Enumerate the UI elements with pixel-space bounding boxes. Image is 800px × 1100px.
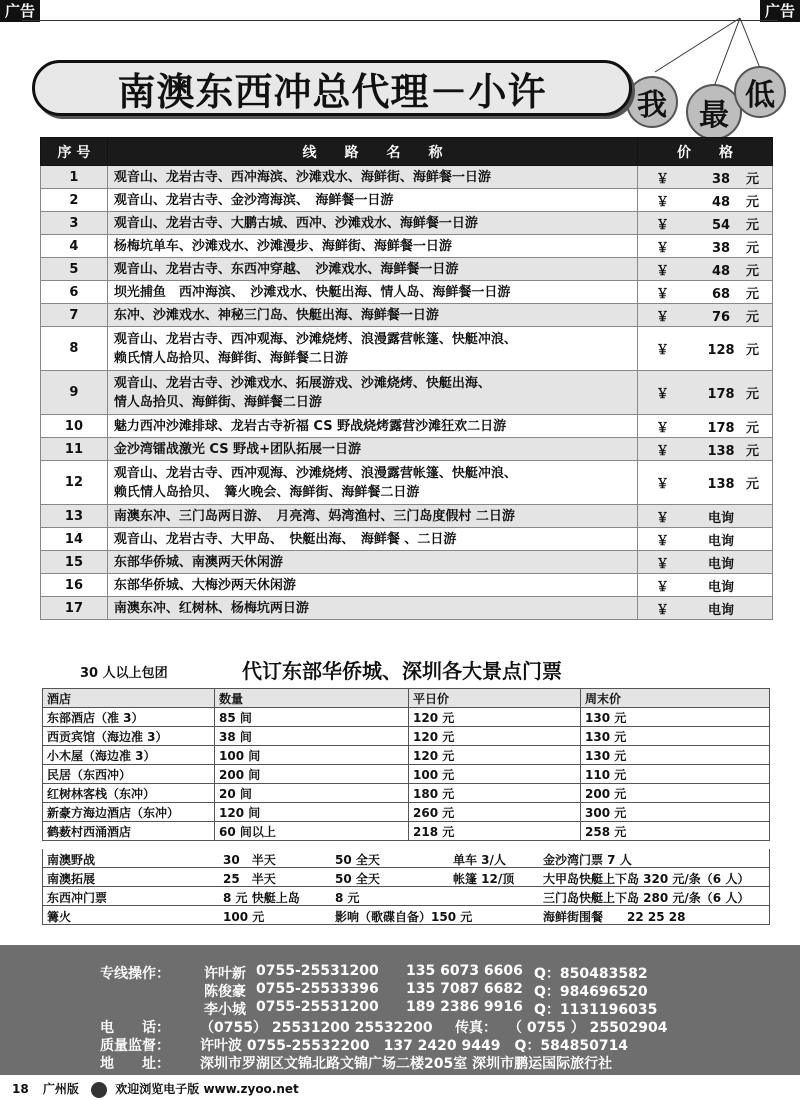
- extra-cell: 海鲜街围餐 22 25 28: [543, 910, 686, 924]
- yen-symbol: ￥: [656, 602, 670, 618]
- route-price: [638, 166, 773, 189]
- hotel-cell: 西贡宾馆（海边准 3）: [43, 727, 215, 746]
- fax-label: 传真：: [455, 1020, 497, 1036]
- extra-cell: 50 全天: [335, 853, 380, 867]
- route-name-line-2: 情人岛拾贝、海鲜街、海鲜餐二日游: [113, 394, 322, 410]
- price-value: 电询: [708, 556, 735, 572]
- ops-qq: Q：984696520: [534, 984, 648, 1000]
- route-num: 9: [41, 371, 108, 415]
- route-price: [638, 189, 773, 212]
- route-price: [638, 304, 773, 327]
- extra-cell: 50 全天: [335, 872, 380, 886]
- hotel-header-count: 数量: [215, 689, 409, 708]
- extra-row: [42, 906, 770, 925]
- route-name: [107, 304, 637, 327]
- price-unit: 元: [746, 477, 760, 492]
- price-value: 138: [707, 477, 735, 492]
- hotel-row: [43, 746, 770, 765]
- yen-symbol: ￥: [656, 510, 670, 526]
- extra-cell: 30 半天: [223, 853, 276, 867]
- route-num: 8: [41, 327, 108, 371]
- extra-row: [42, 849, 770, 868]
- yen-symbol: ￥: [656, 194, 670, 210]
- route-name: [107, 438, 637, 461]
- hotel-row: [43, 784, 770, 803]
- yen-symbol: ￥: [656, 420, 670, 436]
- route-name-line: 观音山、龙岩古寺、金沙湾海滨、 海鲜餐一日游: [113, 192, 394, 208]
- route-num: 3: [41, 212, 108, 235]
- route-name-line: 观音山、龙岩古寺、大甲岛、 快艇出海、 海鲜餐 、二日游: [113, 531, 457, 547]
- price-unit: 元: [746, 420, 760, 436]
- route-name: [107, 258, 637, 281]
- route-row: [41, 371, 773, 415]
- yen-symbol: ￥: [656, 387, 670, 402]
- route-name: [107, 597, 637, 620]
- route-name-line: 杨梅坑单车、沙滩戏水、沙滩漫步、海鲜街、海鲜餐一日游: [113, 238, 452, 254]
- page-number: 18: [12, 1082, 29, 1096]
- extra-cell: 南澳拓展: [47, 872, 96, 886]
- yen-symbol: ￥: [656, 240, 670, 256]
- route-name: [107, 415, 637, 438]
- route-num: 4: [41, 235, 108, 258]
- extra-cell: 金沙湾门票 7 人: [543, 853, 632, 867]
- price-value: 68: [711, 286, 731, 302]
- route-num: 1: [41, 166, 108, 189]
- route-name-line: 观音山、龙岩古寺、东西冲穿越、 沙滩戏水、海鲜餐一日游: [113, 261, 459, 277]
- route-name: [107, 235, 637, 258]
- hotel-cell: 130 元: [581, 708, 770, 727]
- extra-cell: 100 元: [223, 910, 265, 924]
- route-name-line: 观音山、龙岩古寺、西冲观海、沙滩烧烤、浪漫露营帐篷、快艇冲浪、: [113, 465, 517, 481]
- ops-tel: 0755-25531200: [256, 963, 379, 979]
- hotel-cell: 180 元: [409, 784, 581, 803]
- hotel-cell: 100 元: [409, 765, 581, 784]
- extra-row: [42, 868, 770, 887]
- route-num: 15: [41, 551, 108, 574]
- price-value: 178: [707, 420, 735, 436]
- price-value: 电询: [708, 533, 735, 549]
- edition-label: 广州版: [42, 1082, 79, 1096]
- extra-cell: 大甲岛快艇上下岛 320 元/条（6 人）: [543, 872, 750, 886]
- hotel-header-weekday: 平日价: [409, 689, 581, 708]
- logo-icon: [91, 1082, 107, 1098]
- yen-symbol: ￥: [656, 477, 670, 492]
- site-link[interactable]: 欢迎浏览电子版 www.zyoo.net: [115, 1082, 299, 1096]
- yen-symbol: ￥: [656, 343, 670, 358]
- title-banner: [32, 60, 632, 116]
- route-price: [638, 235, 773, 258]
- route-row: [41, 235, 773, 258]
- price-value: 38: [711, 240, 731, 256]
- hotel-cell: 100 间: [215, 746, 409, 765]
- address-label: 地 址：: [100, 1056, 170, 1072]
- ad-label-right: 广告: [760, 0, 800, 22]
- route-name: [107, 281, 637, 304]
- slogan-char-1: 我: [626, 76, 678, 128]
- yen-symbol: ￥: [656, 579, 670, 595]
- hotel-row: [43, 822, 770, 841]
- route-row: [41, 327, 773, 371]
- hotel-cell: 小木屋（海边准 3）: [43, 746, 215, 765]
- tickets-title: 代订东部华侨城、深圳各大景点门票: [242, 659, 562, 683]
- route-num: 7: [41, 304, 108, 327]
- price-unit: 元: [746, 286, 760, 302]
- hotel-cell: 110 元: [581, 765, 770, 784]
- route-price: [638, 371, 773, 415]
- route-row: [41, 551, 773, 574]
- extra-cell: 三门岛快艇上下岛 280 元/条（6 人）: [543, 891, 750, 905]
- hotel-row: [43, 803, 770, 822]
- route-row: [41, 574, 773, 597]
- ops-mobile: 135 7087 6682: [406, 981, 523, 997]
- route-num: 10: [41, 415, 108, 438]
- route-name-line: 金沙湾镭战激光 CS 野战+团队拓展一日游: [113, 441, 361, 457]
- supervise-value: 许叶波 0755-25532200 137 2420 9449 Q：584850714: [200, 1038, 629, 1054]
- price-value: 138: [707, 443, 735, 459]
- price-unit: 元: [746, 217, 760, 233]
- route-num: 5: [41, 258, 108, 281]
- hotel-cell: 20 间: [215, 784, 409, 803]
- hotel-cell: 120 元: [409, 727, 581, 746]
- route-row: [41, 166, 773, 189]
- ops-mobile: 189 2386 9916: [406, 999, 523, 1015]
- route-name: [107, 371, 637, 415]
- price-value: 178: [707, 387, 735, 402]
- route-num: 6: [41, 281, 108, 304]
- route-name-line: 南澳东冲、三门岛两日游、 月亮湾、妈湾渔村、三门岛度假村 二日游: [113, 508, 515, 524]
- route-price: [638, 438, 773, 461]
- yen-symbol: ￥: [656, 217, 670, 233]
- price-value: 76: [711, 309, 731, 325]
- route-name: [107, 505, 637, 528]
- route-name-line: 南澳东冲、红树林、杨梅坑两日游: [113, 600, 309, 616]
- slogan-char-3: 低: [734, 66, 786, 118]
- extra-cell: 25 半天: [223, 872, 276, 886]
- header-num: 序 号: [41, 138, 108, 166]
- contact-footer: [0, 945, 800, 1075]
- price-value: 48: [711, 194, 731, 210]
- route-name-line: 东部华侨城、大梅沙两天休闲游: [113, 577, 296, 593]
- extra-row: [42, 887, 770, 906]
- hotel-table: [42, 688, 770, 841]
- route-row: [41, 189, 773, 212]
- extra-cell: 篝火: [47, 910, 72, 924]
- ops-name: 李小城: [204, 1002, 246, 1018]
- price-unit: 元: [746, 443, 760, 459]
- route-name: [107, 528, 637, 551]
- route-num: 13: [41, 505, 108, 528]
- route-name: [107, 327, 637, 371]
- ops-tel: 0755-25531200: [256, 999, 379, 1015]
- hotel-table-header: [43, 689, 770, 708]
- extra-cell: 影响（歌碟自备）150 元: [335, 910, 473, 924]
- ops-label: 专线操作：: [100, 966, 170, 982]
- hotel-cell: 120 间: [215, 803, 409, 822]
- route-num: 16: [41, 574, 108, 597]
- yen-symbol: ￥: [656, 263, 670, 279]
- extra-cell: 帐篷 12/顶: [453, 872, 515, 886]
- route-name: [107, 551, 637, 574]
- route-row: [41, 415, 773, 438]
- hotel-row: [43, 765, 770, 784]
- extra-cell: 南澳野战: [47, 853, 96, 867]
- page-title: 南澳东西冲总代理－小许: [117, 69, 547, 114]
- ops-qq: Q：850483582: [534, 966, 648, 982]
- route-price: [638, 597, 773, 620]
- route-price: [638, 258, 773, 281]
- price-value: 54: [711, 217, 731, 233]
- route-price: [638, 528, 773, 551]
- route-name: [107, 461, 637, 505]
- route-row: [41, 461, 773, 505]
- route-price: [638, 461, 773, 505]
- hotel-cell: 38 间: [215, 727, 409, 746]
- price-unit: 元: [746, 309, 760, 325]
- route-row: [41, 505, 773, 528]
- address-value: 深圳市罗湖区文锦北路文锦广场二楼205室 深圳市鹏运国际旅行社: [200, 1056, 613, 1072]
- hotel-cell: 新豪方海边酒店（东冲）: [43, 803, 215, 822]
- hotel-cell: 鹤薮村西涌酒店: [43, 822, 215, 841]
- hotel-cell: 85 间: [215, 708, 409, 727]
- yen-symbol: ￥: [656, 556, 670, 572]
- route-table-header: [41, 138, 773, 166]
- yen-symbol: ￥: [656, 443, 670, 459]
- hotel-cell: 东部酒店（准 3）: [43, 708, 215, 727]
- hotel-cell: 120 元: [409, 708, 581, 727]
- route-price: [638, 327, 773, 371]
- supervise-label: 质量监督：: [100, 1038, 170, 1054]
- hotel-cell: 130 元: [581, 746, 770, 765]
- price-value: 电询: [708, 510, 735, 526]
- route-price: [638, 505, 773, 528]
- group-note: 30 人以上包团: [80, 666, 168, 681]
- hotel-row: [43, 708, 770, 727]
- extra-cell: 单车 3/人: [453, 853, 506, 867]
- hotel-cell: 民居（东西冲）: [43, 765, 215, 784]
- hotel-cell: 120 元: [409, 746, 581, 765]
- price-unit: 元: [746, 194, 760, 210]
- price-value: 电询: [708, 602, 735, 618]
- ops-mobile: 135 6073 6606: [406, 963, 523, 979]
- route-num: 2: [41, 189, 108, 212]
- phone-label: 电 话：: [100, 1020, 170, 1036]
- hotel-header-weekend: 周末价: [581, 689, 770, 708]
- slogan-char-2: 最: [686, 84, 742, 140]
- route-price: [638, 212, 773, 235]
- hotel-cell: 258 元: [581, 822, 770, 841]
- route-price: [638, 281, 773, 304]
- route-name-line: 东冲、沙滩戏水、神秘三门岛、快艇出海、海鲜餐一日游: [113, 307, 439, 323]
- route-price: [638, 551, 773, 574]
- yen-symbol: ￥: [656, 309, 670, 325]
- price-unit: 元: [746, 240, 760, 256]
- route-row: [41, 438, 773, 461]
- extra-cell: 8 元: [335, 891, 360, 905]
- hotel-cell: 60 间以上: [215, 822, 409, 841]
- route-row: [41, 597, 773, 620]
- hotel-cell: 218 元: [409, 822, 581, 841]
- ops-tel: 0755-25533396: [256, 981, 379, 997]
- route-name-line: 东部华侨城、南澳两天休闲游: [113, 554, 283, 570]
- extra-cell: 东西冲门票: [47, 891, 108, 905]
- hotel-row: [43, 727, 770, 746]
- route-num: 14: [41, 528, 108, 551]
- route-num: 17: [41, 597, 108, 620]
- route-name: [107, 212, 637, 235]
- phone-value: （0755） 25531200 25532200: [200, 1020, 433, 1036]
- route-num: 12: [41, 461, 108, 505]
- ops-qq: Q：1131196035: [534, 1002, 658, 1018]
- route-price: [638, 574, 773, 597]
- header-price: 价 格: [638, 138, 773, 166]
- route-name-line-2: 赖氏情人岛拾贝、 篝火晚会、海鲜街、海鲜餐二日游: [113, 484, 420, 500]
- fax-value: （ 0755 ） 25502904: [508, 1020, 668, 1036]
- price-unit: 元: [746, 387, 760, 402]
- route-num: 11: [41, 438, 108, 461]
- hotel-cell: 红树林客栈（东冲）: [43, 784, 215, 803]
- price-unit: 元: [746, 343, 760, 358]
- route-price: [638, 415, 773, 438]
- ad-label-left: 广告: [0, 0, 40, 22]
- route-name: [107, 574, 637, 597]
- slogan-bubbles: [600, 0, 800, 140]
- hotel-cell: 200 元: [581, 784, 770, 803]
- route-name: [107, 166, 637, 189]
- route-name-line: 观音山、龙岩古寺、西冲海滨、沙滩戏水、海鲜街、海鲜餐一日游: [113, 169, 491, 185]
- ops-name: 许叶新: [204, 966, 246, 982]
- route-name-line: 魅力西冲沙滩排球、龙岩古寺祈福 CS 野战烧烤露营沙滩狂欢二日游: [113, 418, 507, 434]
- hotel-cell: 300 元: [581, 803, 770, 822]
- ops-name: 陈俊豪: [204, 984, 246, 1000]
- route-row: [41, 212, 773, 235]
- route-table: [40, 137, 773, 620]
- route-row: [41, 528, 773, 551]
- route-name-line: 观音山、龙岩古寺、大鹏古城、西冲、沙滩戏水、海鲜餐一日游: [113, 215, 478, 231]
- price-unit: 元: [746, 263, 760, 279]
- route-name: [107, 189, 637, 212]
- price-value: 38: [711, 171, 731, 187]
- bottom-bar: [12, 1080, 299, 1098]
- route-name-line: 观音山、龙岩古寺、沙滩戏水、拓展游戏、沙滩烧烤、快艇出海、: [113, 375, 491, 391]
- header-name: 线 路 名 称: [107, 138, 637, 166]
- route-name-line: 观音山、龙岩古寺、西冲观海、沙滩烧烤、浪漫露营帐篷、快艇冲浪、: [113, 331, 517, 347]
- yen-symbol: ￥: [656, 286, 670, 302]
- route-row: [41, 304, 773, 327]
- hotel-header-name: 酒店: [43, 689, 215, 708]
- route-row: [41, 258, 773, 281]
- price-value: 128: [707, 343, 735, 358]
- hotel-cell: 200 间: [215, 765, 409, 784]
- route-row: [41, 281, 773, 304]
- hotel-cell: 130 元: [581, 727, 770, 746]
- yen-symbol: ￥: [656, 171, 670, 187]
- price-value: 电询: [708, 579, 735, 595]
- yen-symbol: ￥: [656, 533, 670, 549]
- hotel-cell: 260 元: [409, 803, 581, 822]
- extra-cell: 8 元 快艇上岛: [223, 891, 300, 905]
- price-unit: 元: [746, 171, 760, 187]
- route-name-line-2: 赖氏情人岛拾贝、海鲜街、海鲜餐二日游: [113, 350, 348, 366]
- route-name-line: 坝光捕鱼 西冲海滨、 沙滩戏水、快艇出海、情人岛、海鲜餐一日游: [113, 284, 511, 300]
- price-value: 48: [711, 263, 731, 279]
